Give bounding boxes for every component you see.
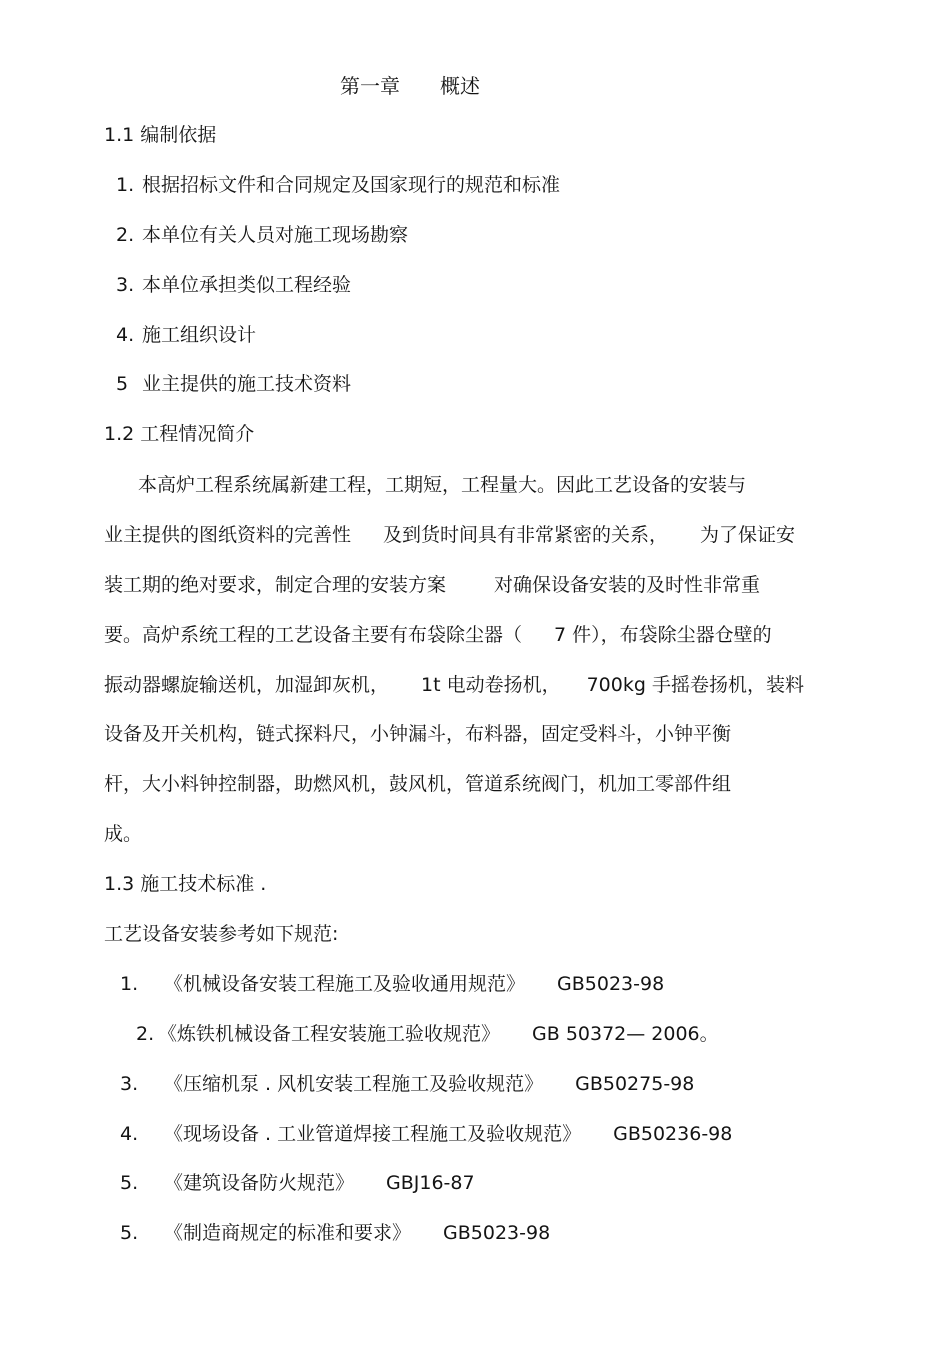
paragraph-line bbox=[104, 576, 760, 595]
standard-number: 2. bbox=[136, 1023, 155, 1045]
standard-item bbox=[136, 1025, 719, 1044]
list-item-text: 业主提供的施工技术资料 bbox=[142, 373, 352, 395]
standard-code: GB 50372— 2006。 bbox=[532, 1023, 719, 1045]
list-item bbox=[116, 326, 256, 345]
text-segment: 1t 电动卷扬机， bbox=[421, 674, 561, 696]
text-segment: 要。高炉系统工程的工艺设备主要有布袋除尘器（ bbox=[104, 624, 523, 646]
standard-title: 《炼铁机械设备工程安装施工验收规范》 bbox=[158, 1023, 501, 1045]
paragraph-line bbox=[104, 676, 804, 695]
list-item-number: 2. bbox=[116, 224, 135, 246]
standard-item bbox=[120, 1224, 550, 1243]
section-heading-1-1: 1.1 编制依据 bbox=[104, 124, 217, 146]
chapter-title bbox=[340, 76, 480, 96]
standard-title: 《现场设备 . 工业管道焊接工程施工及验收规范》 bbox=[164, 1123, 582, 1145]
text-segment: 为了保证安 bbox=[700, 524, 796, 546]
standard-number: 3. bbox=[120, 1073, 139, 1095]
standard-code: GBJ16-87 bbox=[386, 1172, 475, 1194]
paragraph-line bbox=[104, 526, 795, 545]
standard-title: 《制造商规定的标准和要求》 bbox=[164, 1222, 412, 1244]
paragraph-line: 成。 bbox=[104, 823, 143, 845]
list-item-number: 3. bbox=[116, 274, 135, 296]
standard-title: 《压缩机泵 . 风机安装工程施工及验收规范》 bbox=[164, 1073, 544, 1095]
list-item-text: 施工组织设计 bbox=[142, 324, 257, 346]
standard-code: GB5023-98 bbox=[443, 1222, 551, 1244]
text-segment: 对确保设备安装的及时性非常重 bbox=[494, 574, 761, 596]
standard-number: 5. bbox=[120, 1222, 139, 1244]
paragraph-line bbox=[104, 626, 772, 645]
standard-number: 5. bbox=[120, 1172, 139, 1194]
section-intro: 工艺设备安装参考如下规范: bbox=[104, 923, 339, 945]
text-segment: 7 件），布袋除尘器仓壁的 bbox=[554, 624, 772, 646]
chapter-number: 第一章 bbox=[340, 74, 400, 98]
list-item bbox=[116, 276, 351, 295]
text-segment: 及到货时间具有非常紧密的关系， bbox=[383, 524, 669, 546]
standard-number: 1. bbox=[120, 973, 139, 995]
paragraph-line: 本高炉工程系统属新建工程，工期短，工程量大。因此工艺设备的安装与 bbox=[138, 474, 747, 496]
standard-item bbox=[120, 1125, 732, 1144]
list-item-number: 4. bbox=[116, 324, 135, 346]
list-item bbox=[116, 176, 560, 195]
list-item-number: 1. bbox=[116, 174, 135, 196]
list-item-text: 本单位有关人员对施工现场勘察 bbox=[142, 224, 409, 246]
paragraph-line: 杆，大小料钟控制器，助燃风机，鼓风机，管道系统阀门，机加工零部件组 bbox=[104, 773, 732, 795]
text-segment: 振动器螺旋输送机，加湿卸灰机， bbox=[104, 674, 390, 696]
text-segment: 装工期的绝对要求，制定合理的安装方案 bbox=[104, 574, 447, 596]
standard-title: 《建筑设备防火规范》 bbox=[164, 1172, 355, 1194]
list-item bbox=[116, 375, 351, 394]
standard-item bbox=[120, 975, 664, 994]
standard-number: 4. bbox=[120, 1123, 139, 1145]
chapter-name: 概述 bbox=[440, 74, 480, 98]
text-segment: 业主提供的图纸资料的完善性 bbox=[104, 524, 352, 546]
section-heading-1-3: 1.3 施工技术标准 . bbox=[104, 873, 267, 895]
section-heading-1-2: 1.2 工程情况简介 bbox=[104, 423, 255, 445]
text-segment: 700kg 手摇卷扬机，装料 bbox=[586, 674, 804, 696]
paragraph-line: 设备及开关机构，链式探料尺，小钟漏斗，布料器，固定受料斗，小钟平衡 bbox=[104, 723, 732, 745]
list-item-number: 5 bbox=[116, 373, 129, 395]
standard-item bbox=[120, 1075, 694, 1094]
list-item-text: 本单位承担类似工程经验 bbox=[142, 274, 352, 296]
standard-title: 《机械设备安装工程施工及验收通用规范》 bbox=[164, 973, 526, 995]
standard-code: GB50236-98 bbox=[613, 1123, 733, 1145]
standard-code: GB50275-98 bbox=[575, 1073, 695, 1095]
list-item bbox=[116, 226, 408, 245]
list-item-text: 根据招标文件和合同规定及国家现行的规范和标准 bbox=[142, 174, 561, 196]
standard-item bbox=[120, 1174, 475, 1193]
standard-code: GB5023-98 bbox=[557, 973, 665, 995]
